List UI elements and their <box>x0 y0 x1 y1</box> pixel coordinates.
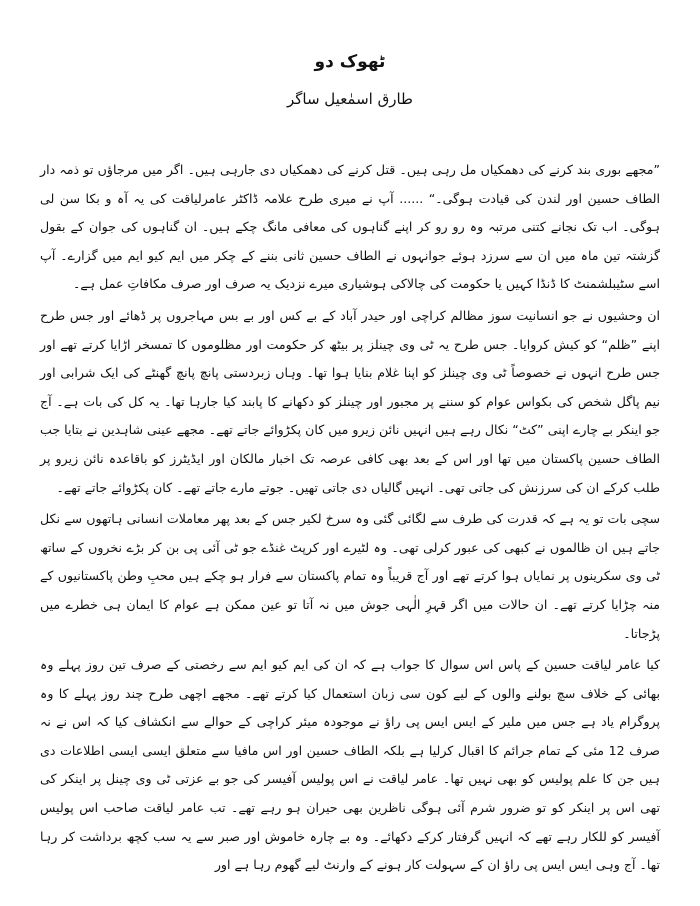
paragraph: ”مجھے بوری بند کرنے کی دھمکیاں مل رہی ہیں۔ قتل کرنے کی دھمکیاں دی جارہی ہیں۔ اگر میں مرجاؤں تو ذمہ دار الطاف حسین اور لندن کی قیادت ہوگی۔“ ...... آپ نے میری طرح علامہ ڈاکٹر عامرلیاقت کی یہ آہ و بکا سن لی ہوگی۔ اب تک نجانے کتنی مرتبہ وہ رو رو کر اپنے گناہوں کی معافی مانگ چکے ہیں۔ ان گناہوں کی جوان کے بقول گزشتہ تین ماہ میں ان سے سرزد ہوئے جوانہوں نے الطاف حسین ثانی بننے کے چکر میں ایم کیو ایم میں گزارے۔ آپ اسے سٹیبلشمنٹ کا ڈنڈا کہیں یا حکومت کی چالاکی ہوشیاری میرے نزدیک یہ صرف اور صرف مکافاتِ عمل ہے۔ <box>40 162 660 292</box>
paragraph: ان وحشیوں نے جو انسانیت سوز مظالم کراچی اور حیدر آباد کے بے کس اور بے بس مہاجروں پر ڈھائے اور جس طرح اپنے ”ظلم“ کو کیش کروایا۔ جس طرح یہ ٹی وی چینلز پر بیٹھ کر حکومت اور مظلوموں کا تمسخر اڑایا کرتے تھے اور جس طرح انہوں نے خصوصاً ٹی وی چینلز کو اپنا غلام بنایا ہوا تھا۔ وہاں زبردستی پانچ پانچ گھنٹے کی ایک شرابی اور نیم پاگل شخص کی بکواس عوام کو سننے پر مجبور اور چینلز کو دکھانے کا پابند کیا جارہا تھا۔ یہ کل کی بات ہے۔ آج جو اینکر بے چارے اپنی ”کٹ“ نکال رہے ہیں انہیں نائن زیرو میں کان پکڑوائے جاتے تھے۔ مجھے عینی شاہدین نے بتایا جب الطاف حسین پاکستان میں تھا اور اس کے بعد بھی کافی عرصہ تک اخبار مالکان اور ایڈیٹرز کو باقاعدہ نائن زیرو پر طلب کرکے ان کی سرزنش کی جاتی تھی۔ انہیں گالیاں دی جاتی تھیں۔ جوتے مارے جاتے تھے۔ کان پکڑوائے جاتے تھے۔ <box>40 307 660 495</box>
article-author: طارق اسمٰعیل ساگر <box>286 90 413 108</box>
article-title: ٹھوک دو <box>314 52 386 72</box>
paragraph: سچی بات تو یہ ہے کہ قدرت کی طرف سے لگائی گئی وہ سرخ لکیر جس کے بعد پھر معاملات انسانی ہاتھوں سے نکل جاتے ہیں ان ظالموں نے کبھی کی عبور کرلی تھی۔ وہ لٹیرے اور کرپٹ غنڈے جو ٹی آئی پی بن کر بڑے نخروں کے ساتھ ٹی وی سکرینوں پر نمایاں ہوا کرتے تھے اور آج قریباً وہ تمام پاکستان سے فرار ہو چکے ہیں محبِ وطن پاکستانیوں کے منہ چڑایا کرتے تھے۔ ان حالات میں اگر قہرِ الٰہی جوش میں نہ آتا تو عین ممکن ہے عوام کا ایمان ہی خطرے میں پڑجاتا۔ <box>40 511 660 641</box>
paragraph: کیا عامر لیاقت حسین کے پاس اس سوال کا جواب ہے کہ ان کی ایم کیو ایم سے رخصتی کے صرف تین روز پہلے وہ بھائی کے خلاف سچ بولنے والوں کے لیے کون سی زبان استعمال کیا کرتے تھے۔ مجھے اچھی طرح چند روز پہلے کا وہ پروگرام یاد ہے جس میں ملیر کے ایس ایس پی راؤ نے موجودہ میئر کراچی کے حوالے سے انکشاف کیا کہ اس نے نہ صرف 12 مئی کے تمام جرائم کا اقبال کرلیا ہے بلکہ الطاف حسین اور اس مافیا سے متعلق ایسی ایسی اطلاعات دی ہیں جن کا علم پولیس کو بھی نہیں تھا۔ عامر لیاقت نے اس پولیس آفیسر کی جو بے عزتی ٹی وی چینل پر اینکر کی تھی اس پر اینکر کو تو ضرور شرم آئی ہوگی ناظرین بھی حیران ہو رہے تھے۔ تب عامر لیاقت صاحب اس پولیس آفیسر کو للکار رہے تھے کہ انہیں گرفتار کرکے دکھائے۔ وہ بے چارہ خاموش اور صبر سے یہ سب کچھ برداشت کر رہا تھا۔ آج وہی ایس ایس پی راؤ ان کے سہولت کار ہونے کے وارنٹ لیے گھوم رہا ہے اور <box>40 657 660 873</box>
